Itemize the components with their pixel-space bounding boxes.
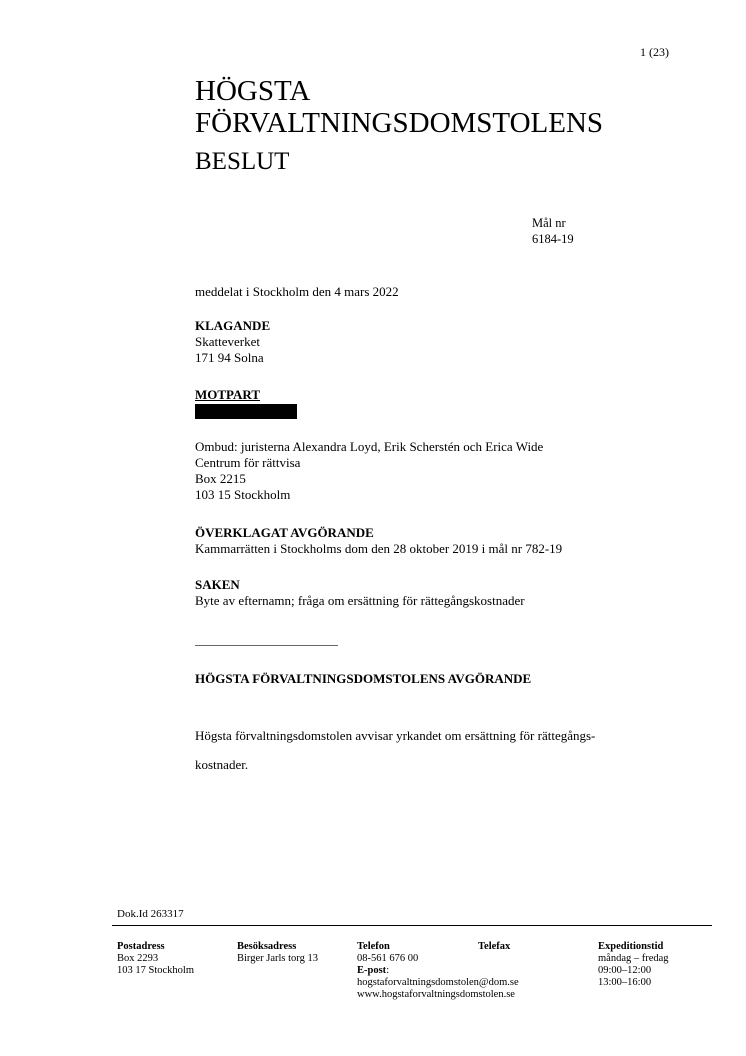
email-address[interactable]: hogstaforvaltningsdomstolen@dom.se	[357, 977, 519, 988]
case-number: 6184-19	[532, 232, 574, 246]
besoksadress-line: Birger Jarls torg 13	[237, 953, 318, 964]
court-title-line-2: FÖRVALTNINGSDOMSTOLENS	[195, 107, 604, 139]
telefon-number: 08-561 676 00	[357, 953, 419, 964]
section-divider	[195, 645, 338, 646]
telefon-heading: Telefon	[357, 941, 390, 952]
website-address[interactable]: www.hogstaforvaltningsdomstolen.se	[357, 989, 515, 1000]
decision-body	[195, 721, 675, 779]
overklagat-section	[195, 525, 562, 557]
redacted-name	[195, 404, 297, 419]
document-type: BESLUT	[195, 148, 290, 175]
saken-text: Byte av efternamn; fråga om ersättning för rättegångskostnader	[195, 593, 525, 608]
footer-expeditionstid	[598, 941, 669, 989]
klagande-section	[195, 318, 270, 366]
klagande-line: Skatteverket	[195, 334, 260, 349]
expeditionstid-heading: Expeditionstid	[598, 941, 664, 952]
email-label: E-post	[357, 965, 387, 976]
ombud-line: Ombud: juristerna Alexandra Loyd, Erik Scherstén och Erica Wide	[195, 439, 544, 454]
issued-date: meddelat i Stockholm den 4 mars 2022	[195, 284, 399, 299]
telefax-heading: Telefax	[478, 941, 511, 952]
saken-heading: SAKEN	[195, 577, 240, 592]
footer-telefax	[478, 941, 510, 953]
page-number: 1 (23)	[640, 45, 669, 59]
postadress-heading: Postadress	[117, 941, 165, 952]
ombud-line: 103 15 Stockholm	[195, 487, 291, 502]
ombud-line: Box 2215	[195, 471, 246, 486]
decision-line-1: Högsta förvaltningsdomstolen avvisar yrkandet om ersättning för rättegångs-	[195, 728, 596, 743]
footer-postadress	[117, 941, 194, 977]
decision-heading: HÖGSTA FÖRVALTNINGSDOMSTOLENS AVGÖRANDE	[195, 671, 532, 686]
saken-section	[195, 577, 525, 609]
klagande-heading: KLAGANDE	[195, 318, 271, 333]
ombud-section	[195, 439, 543, 503]
case-number-block	[532, 215, 574, 247]
expeditionstid-line: 13:00–16:00	[598, 977, 652, 988]
court-title	[195, 75, 603, 139]
overklagat-text: Kammarrätten i Stockholms dom den 28 oktober 2019 i mål nr 782-19	[195, 541, 563, 556]
footer-divider	[112, 925, 712, 926]
case-number-label: Mål nr	[532, 216, 566, 230]
footer-besoksadress	[237, 941, 318, 965]
expeditionstid-line: 09:00–12:00	[598, 965, 652, 976]
document-id: Dok.Id 263317	[117, 908, 184, 920]
klagande-line: 171 94 Solna	[195, 350, 264, 365]
postadress-line: Box 2293	[117, 953, 159, 964]
motpart-heading: MOTPART	[195, 387, 261, 402]
expeditionstid-line: måndag – fredag	[598, 953, 669, 964]
overklagat-heading: ÖVERKLAGAT AVGÖRANDE	[195, 525, 374, 540]
ombud-line: Centrum för rättvisa	[195, 455, 301, 470]
email-label-row: E-post:	[357, 965, 390, 976]
decision-line-2: kostnader.	[195, 757, 249, 772]
besoksadress-heading: Besöksadress	[237, 941, 297, 952]
motpart-section	[195, 387, 297, 419]
postadress-line: 103 17 Stockholm	[117, 965, 195, 976]
court-title-line-1: HÖGSTA	[195, 75, 311, 107]
